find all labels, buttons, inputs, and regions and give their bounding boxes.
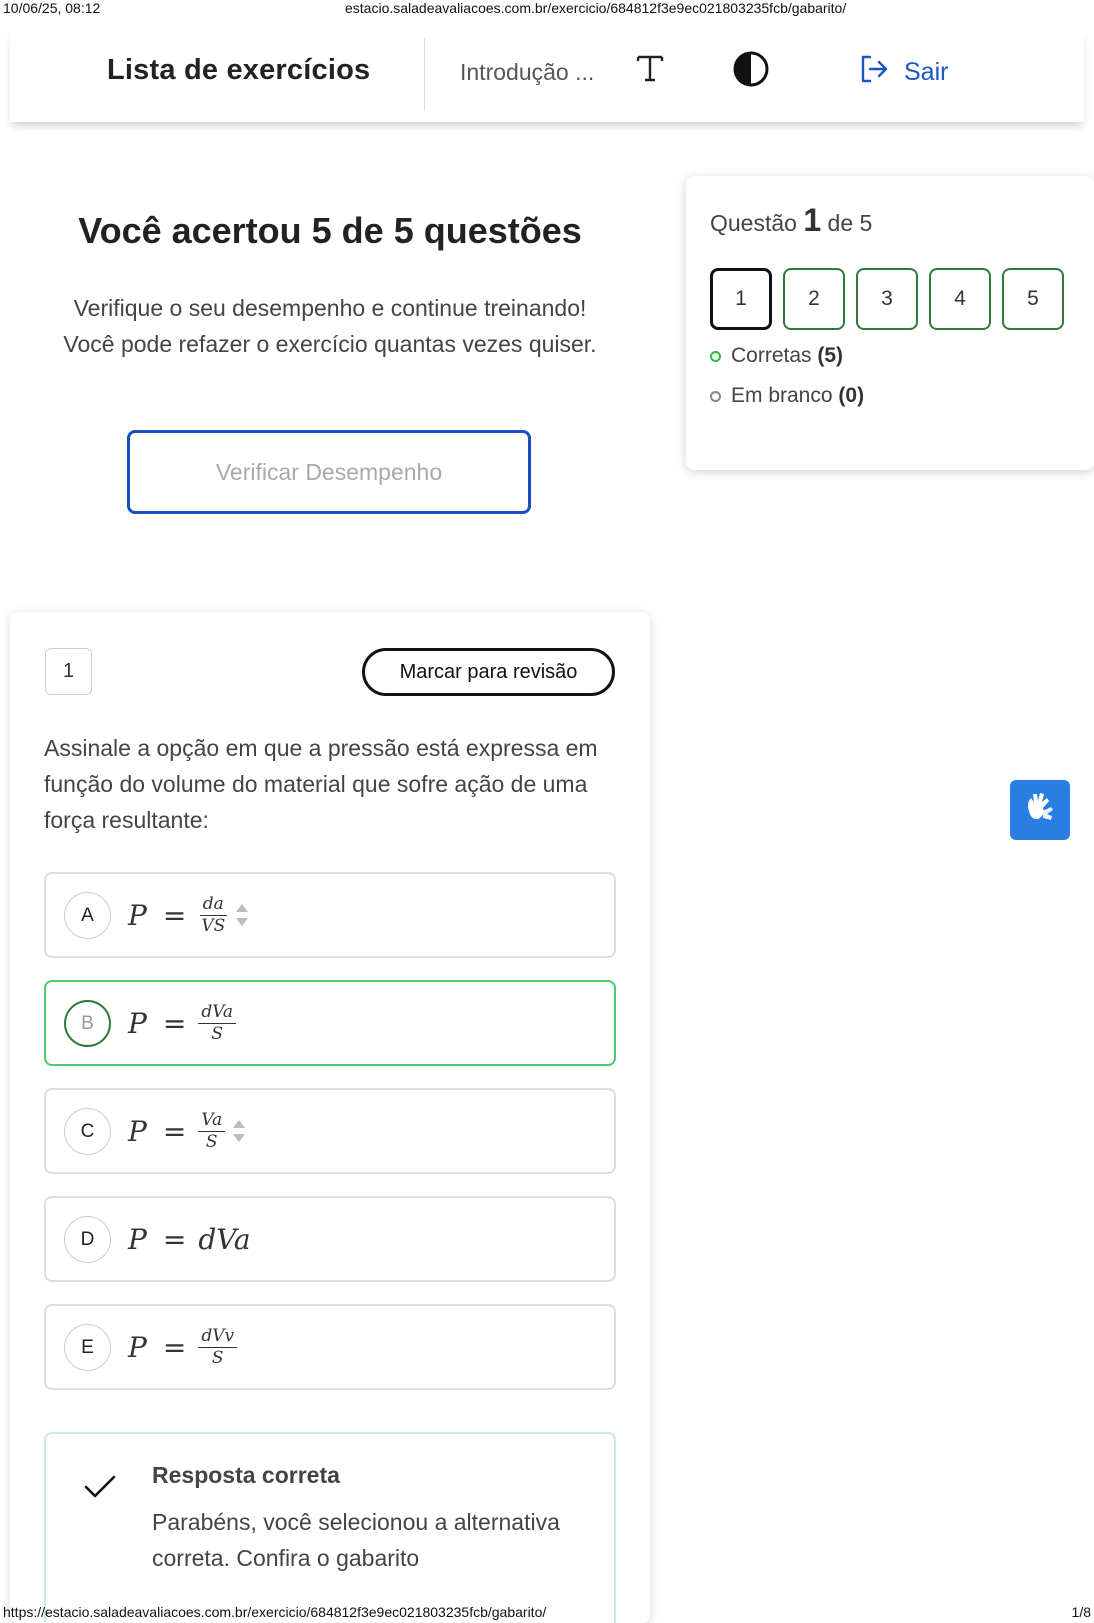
option-letter: A	[64, 892, 111, 939]
option-e[interactable]	[44, 1304, 616, 1390]
fraction: $\frac{\text{dVa}}{S}$	[198, 1002, 236, 1045]
print-header	[0, 0, 1094, 18]
current-question-number: 1	[803, 202, 822, 238]
question-button-4[interactable]: 4	[929, 268, 991, 330]
question-button-3[interactable]: 3	[856, 268, 918, 330]
correct-label: Corretas	[731, 344, 812, 367]
option-letter: D	[64, 1216, 111, 1263]
option-a[interactable]	[44, 872, 616, 958]
option-formula: P = $\frac{\text{dVa}}{S}$	[128, 982, 236, 1064]
logout-label: Sair	[904, 57, 949, 86]
result-heading: Você acertou 5 de 5 questões	[78, 210, 582, 251]
blank-count: (0)	[838, 384, 865, 407]
contrast-button[interactable]	[730, 50, 772, 92]
result-message: Verifique o seu desempenho e continue treinando! Você pode refazer o exercício quantas vezes quiser.	[63, 295, 597, 357]
mark-for-review-button[interactable]: Marcar para revisão	[362, 648, 615, 696]
font-size-button[interactable]	[630, 50, 670, 90]
logout-icon	[858, 53, 890, 92]
top-bar	[10, 30, 1084, 122]
contrast-icon	[732, 50, 770, 93]
option-b[interactable]	[44, 980, 616, 1066]
scroll-arrows-icon[interactable]	[233, 1120, 245, 1142]
legend-blank	[710, 384, 864, 408]
answer-feedback	[44, 1432, 616, 1623]
course-title[interactable]: Introdução ...	[460, 59, 595, 85]
header-divider	[424, 38, 425, 110]
correct-count: (5)	[817, 344, 844, 367]
legend-correct	[710, 344, 843, 368]
question-button-5[interactable]: 5	[1002, 268, 1064, 330]
print-header-url: estacio.saladeavaliacoes.com.br/exercicio/684812f3e9ec021803235fcb/gabarito/	[345, 0, 847, 16]
blank-dot-icon	[710, 391, 721, 402]
option-letter: C	[64, 1108, 111, 1155]
fraction: $\frac{da}{VS}$	[201, 893, 226, 936]
page-title: Lista de exercícios	[107, 54, 371, 86]
fraction: $\frac{\text{dVv}}{S}$	[198, 1326, 237, 1369]
check-icon	[84, 1474, 116, 1505]
question-buttons	[710, 268, 1064, 330]
feedback-title: Resposta correta	[152, 1462, 340, 1488]
print-datetime: 10/06/25, 08:12	[3, 0, 101, 16]
option-c[interactable]	[44, 1088, 616, 1174]
option-formula: P = $\frac{\text{dVv}}{S}$	[128, 1306, 237, 1388]
print-footer-url: https://estacio.saladeavaliacoes.com.br/exercicio/684812f3e9ec021803235fcb/gabarito/	[3, 1604, 547, 1620]
scroll-arrows-icon[interactable]	[236, 904, 248, 926]
sign-language-button[interactable]	[1010, 780, 1070, 840]
logout-button[interactable]	[858, 54, 948, 90]
feedback-text: Parabéns, você selecionou a alternativa correta. Confira o gabarito	[152, 1509, 560, 1571]
print-footer	[0, 1601, 1094, 1623]
option-letter: E	[64, 1324, 111, 1371]
question-number-badge: 1	[45, 648, 92, 695]
fraction: $\frac{Va}{S}$	[198, 1110, 225, 1153]
blank-label: Em branco	[731, 384, 833, 407]
verify-performance-button[interactable]: Verificar Desempenho	[127, 430, 531, 514]
question-button-1[interactable]: 1	[710, 268, 772, 330]
question-card	[10, 612, 650, 1623]
question-statement: Assinale a opção em que a pressão está expressa em função do volume do material que sofre ação de uma força resultante:	[44, 735, 598, 833]
option-letter: B	[64, 1000, 111, 1047]
option-d[interactable]	[44, 1196, 616, 1282]
option-formula: P = $\frac{Va}{S}$	[128, 1090, 245, 1172]
sign-language-icon	[1021, 789, 1059, 832]
question-button-2[interactable]: 2	[783, 268, 845, 330]
question-counter: Questão 1 de 5	[710, 202, 873, 238]
text-size-icon	[635, 53, 665, 88]
option-formula: P = $\frac{da}{VS}$	[128, 874, 248, 956]
option-formula: P = dVa	[128, 1222, 251, 1256]
question-navigator	[686, 176, 1094, 470]
result-summary	[30, 210, 630, 362]
correct-dot-icon	[710, 351, 721, 362]
print-page-number: 1/8	[1071, 1604, 1091, 1620]
